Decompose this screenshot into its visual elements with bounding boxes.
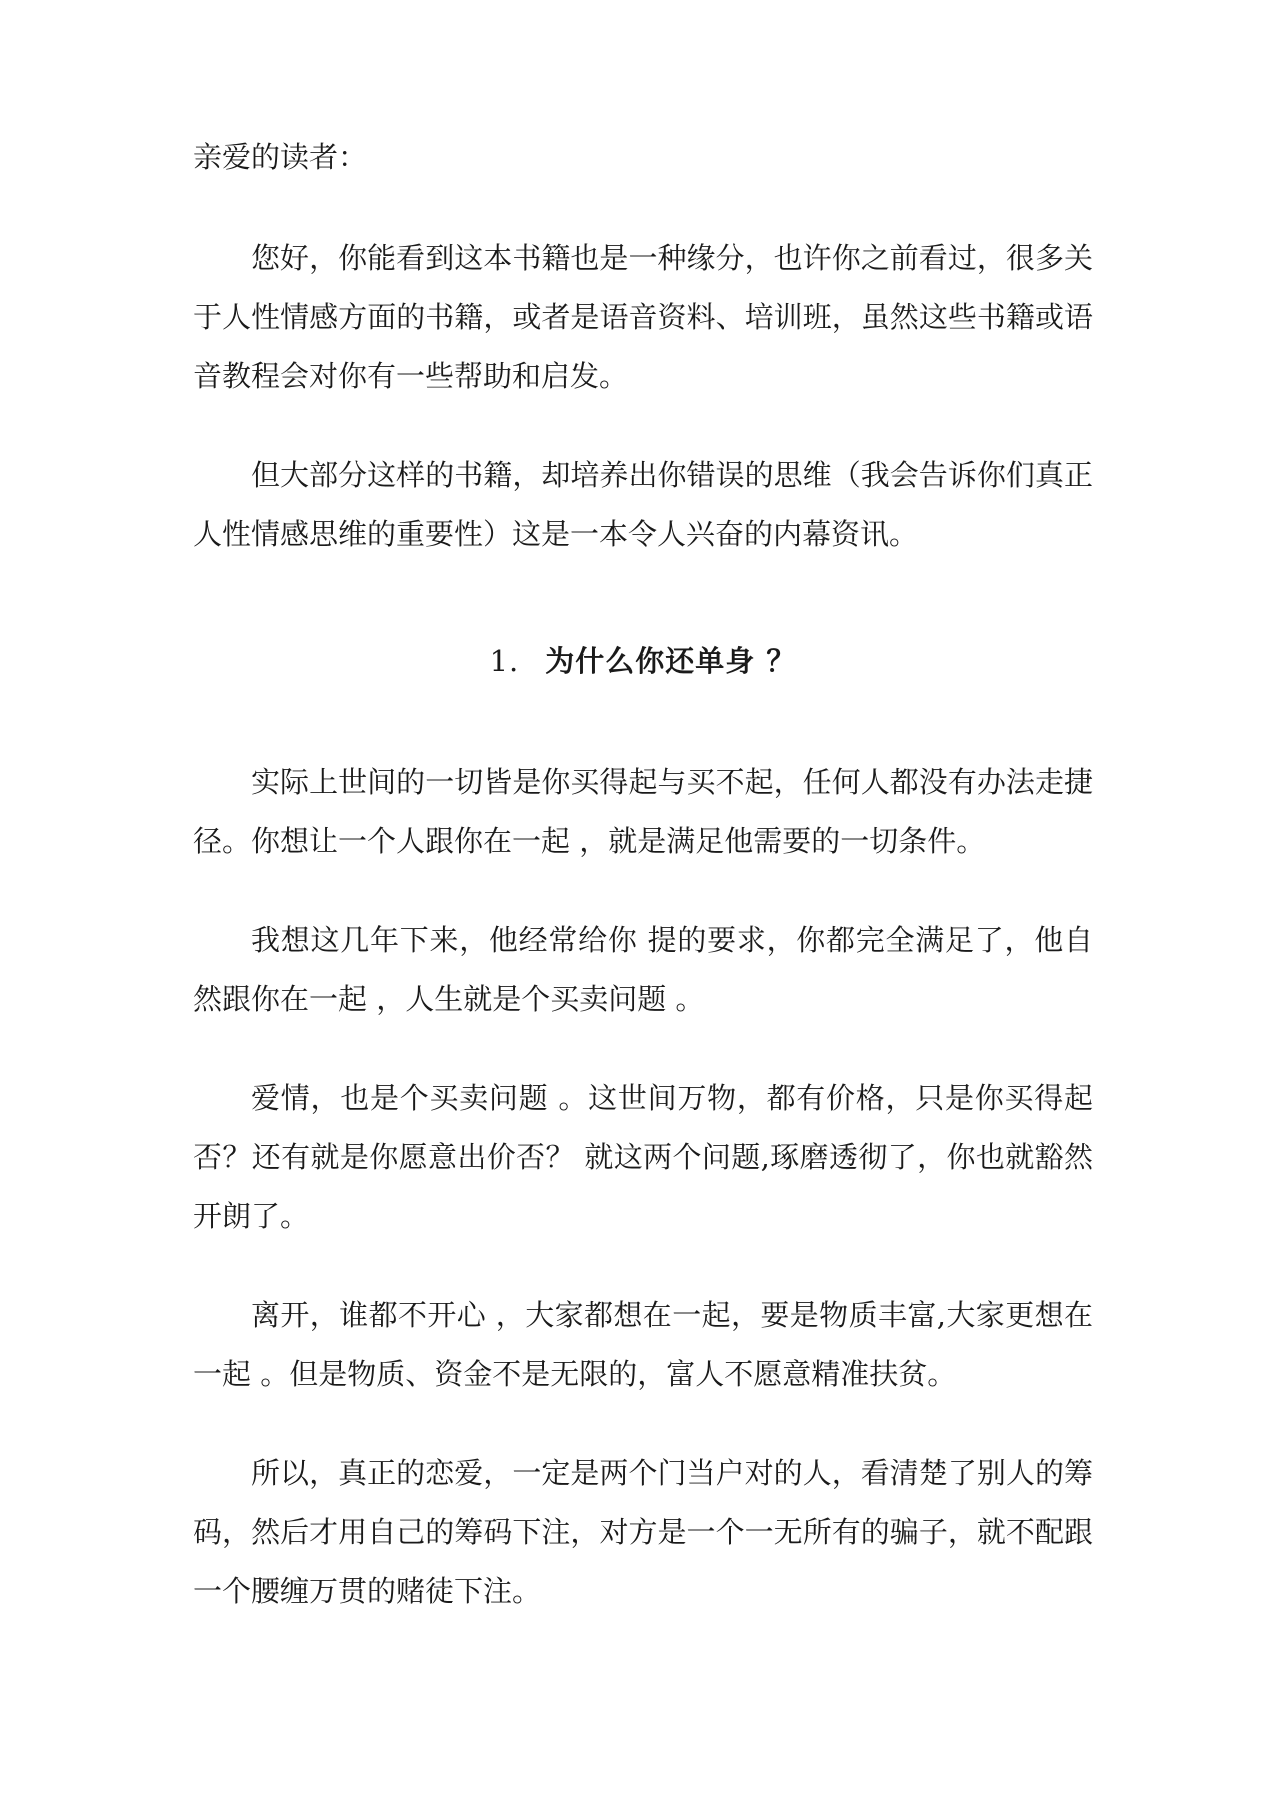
- intro-paragraph: 但大部分这样的书籍，却培养出你错误的思维（我会告诉你们真正人性情感思维的重要性）这是一本令人兴奋的内幕资讯。: [193, 458, 1093, 551]
- body-paragraph: 离开，谁都不开心 ，大家都想在一起，要是物质丰富,大家更想在一起 。但是物质、资金不是无限的，富人不愿意精准扶贫。: [193, 1298, 1093, 1391]
- body-paragraph: 所以，真正的恋爱，一定是两个门当户对的人，看清楚了别人的筹码，然后才用自己的筹码下注，对方是一个一无所有的骗子，就不配跟一个腰缠万贯的赌徒下注。: [193, 1456, 1093, 1608]
- intro-paragraph: 您好，你能看到这本书籍也是一种缘分，也许你之前看过，很多关于人性情感方面的书籍，或者是语音资料、培训班，虽然这些书籍或语音教程会对你有一些帮助和启发。: [193, 241, 1093, 393]
- letter-body: [193, 128, 1093, 1621]
- body-paragraph: 实际上世间的一切皆是你买得起与买不起，任何人都没有办法走捷径。你想让一个人跟你在一起 ，就是满足他需要的一切条件。: [193, 765, 1093, 858]
- body-paragraph: 我想这几年下来，他经常给你 提的要求，你都完全满足了，他自然跟你在一起 ，人生就是个买卖问题 。: [193, 923, 1093, 1016]
- section-number: 1.: [489, 644, 520, 678]
- section-title: 为什么你还单身 ？: [545, 644, 797, 678]
- section-heading: [193, 632, 1093, 691]
- salutation: 亲爱的读者：: [193, 140, 368, 174]
- body-paragraph: 爱情，也是个买卖问题 。这世间万物，都有价格，只是你买得起否？还有就是你愿意出价否？ 就这两个问题,琢磨透彻了，你也就豁然开朗了。: [193, 1081, 1093, 1233]
